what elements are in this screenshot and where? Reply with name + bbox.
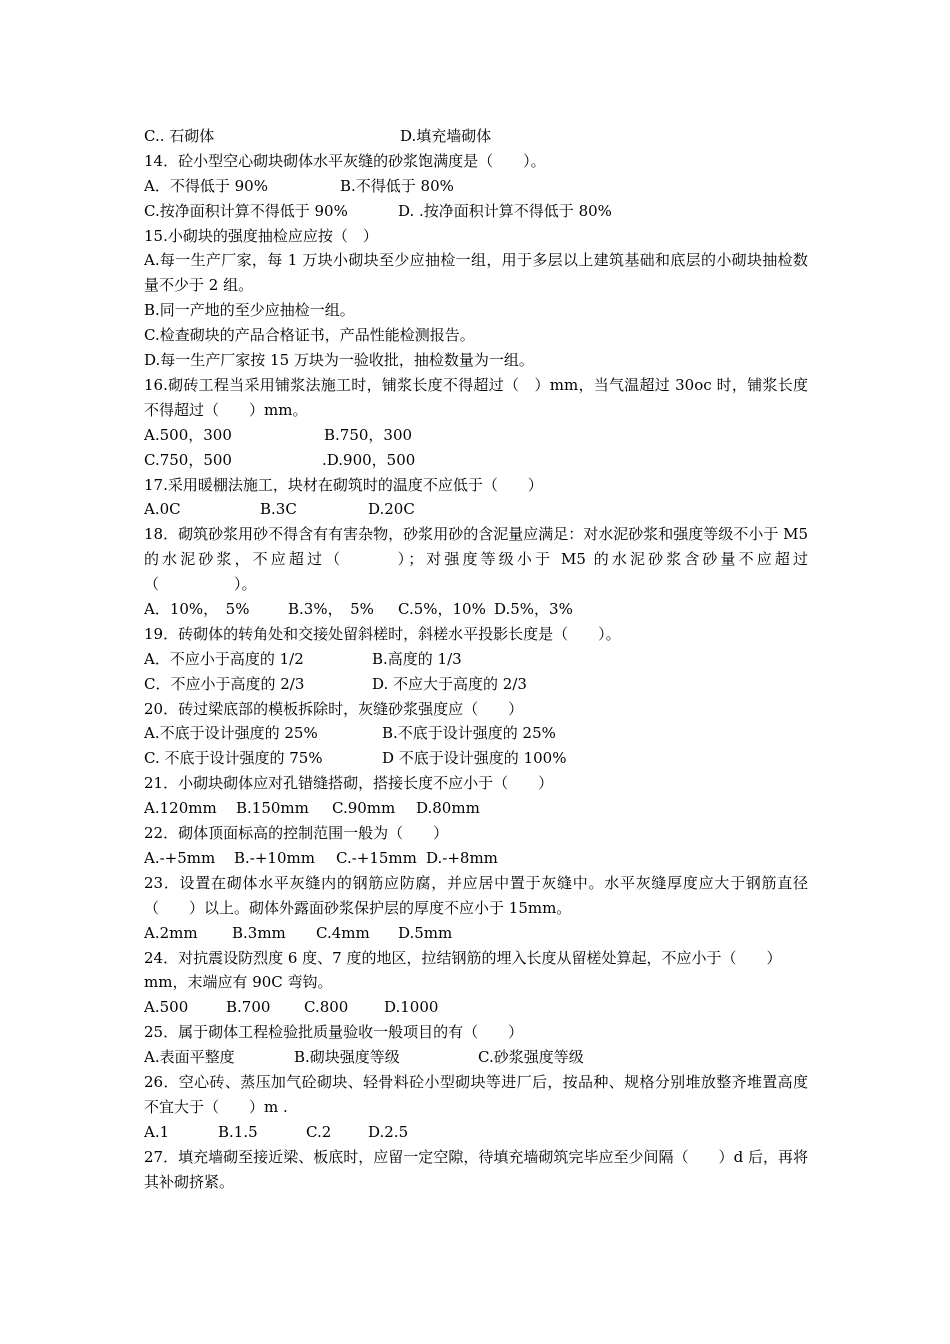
answer-options-line (144, 1045, 808, 1070)
answer-option: A.2mm (144, 923, 198, 942)
question-text-line: 27．填充墙砌至接近梁、板底时，应留一定空隙，待填充墙砌筑完毕应至少间隔（ ）d 后，再将其补砌挤紧。 (144, 1147, 808, 1191)
answer-option: B.150mm (236, 799, 309, 818)
answer-option: C.按净面积计算不得低于 90% (144, 201, 348, 220)
question-text-line: 18．砌筑砂浆用砂不得含有有害杂物，砂浆用砂的含泥量应满足：对水泥砂浆和强度等级不小于 M5 的水泥砂浆，不应超过（ ）；对强度等级小于 M5 的水泥砂浆含砂量不应超过（ ）。 (144, 525, 808, 594)
answer-option: C.2 (306, 1122, 332, 1141)
answer-option: B.700 (226, 998, 271, 1017)
answer-option: C.-+15mm (336, 848, 417, 867)
answer-option: D. .按净面积计算不得低于 80% (398, 201, 612, 220)
question-text-line: 25．属于砌体工程检验批质量验收一般项目的有（ ） (144, 1023, 524, 1042)
question-text-line: 19．砖砌体的转角处和交接处留斜槎时，斜槎水平投影长度是（ ）。 (144, 624, 621, 643)
answer-option: A．不得低于 90% (144, 176, 268, 195)
question-text-line: 22．砌体顶面标高的控制范围一般为（ ） (144, 824, 449, 843)
answer-options-line (144, 721, 808, 746)
question-text-line: 17.采用暖棚法施工，块材在砌筑时的温度不应低于（ ） (144, 475, 543, 494)
answer-option: D.20C (368, 500, 415, 519)
answer-option: C．不应小于高度的 2/3 (144, 674, 305, 693)
answer-option: D.5%，3% (494, 600, 573, 619)
answer-option: C. 不底于设计强度的 75% (144, 749, 323, 768)
question-text-line: 26．空心砖、蒸压加气砼砌块、轻骨料砼小型砌块等进厂后，按品种、规格分别堆放整齐堆置高度不宜大于（ ）m . (144, 1073, 808, 1116)
question-text-line: mm，末端应有 90C 弯钩。 (144, 973, 333, 992)
answer-option: D.2.5 (368, 1122, 409, 1141)
answer-option: .D.900，500 (322, 450, 416, 469)
answer-option: D.-+8mm (426, 848, 498, 867)
answer-options-line (144, 672, 808, 697)
question-text-line: B.同一产地的至少应抽检一组。 (144, 301, 355, 320)
answer-option: B.高度的 1/3 (372, 649, 462, 668)
answer-option: A.0C (144, 500, 181, 519)
answer-option: B.砌块强度等级 (294, 1048, 400, 1067)
answer-option: A.-+5mm (144, 848, 216, 867)
answer-option: A．10%， 5% (144, 600, 250, 619)
answer-option: B.750，300 (324, 425, 413, 444)
question-text-line: 23．设置在砌体水平灰缝内的钢筋应防腐，并应居中置于灰缝中。水平灰缝厚度应大于钢筋直径（ ）以上。砌体外露面砂浆保护层的厚度不应小于 15mm。 (144, 873, 808, 917)
answer-options-line (144, 199, 808, 224)
answer-options-line (144, 597, 808, 622)
answer-option: A.500 (144, 998, 189, 1017)
answer-option: C.砂浆强度等级 (478, 1048, 584, 1067)
question-text-line: 14．砼小型空心砌块砌体水平灰缝的砂浆饱满度是（ ）。 (144, 151, 546, 170)
answer-option: C.. 石砌体 (144, 127, 215, 145)
answer-options-line (144, 796, 808, 821)
answer-option: B.3mm (232, 923, 286, 942)
answer-option: A.120mm (144, 799, 217, 818)
answer-option: D 不底于设计强度的 100% (382, 749, 567, 768)
answer-option: B.不底于设计强度的 25% (382, 724, 556, 743)
answer-option: A.不底于设计强度的 25% (144, 724, 318, 743)
answer-option: A．不应小于高度的 1/2 (144, 649, 304, 668)
question-text-line: D.每一生产厂家按 15 万块为一验收批，抽检数量为一组。 (144, 351, 534, 370)
answer-options-line (144, 746, 808, 771)
answer-option: C.750，500 (144, 450, 232, 469)
answer-option: B.-+10mm (234, 848, 315, 867)
answer-option: C.90mm (332, 799, 396, 818)
answer-options-line (144, 423, 808, 448)
question-text-line: 16.砌砖工程当采用铺浆法施工时，铺浆长度不得超过（ ）mm，当气温超过 30oc 时，铺浆长度不得超过（ ）mm。 (144, 375, 808, 419)
answer-option: D.5mm (398, 923, 453, 942)
question-text-line: C.检查砌块的产品合格证书，产品性能检测报告。 (144, 326, 475, 345)
answer-option: D. 不应大于高度的 2/3 (372, 674, 527, 693)
answer-options-line (144, 497, 808, 522)
question-text-line: 21．小砌块砌体应对孔错缝搭砌，搭接长度不应小于（ ） (144, 774, 554, 793)
answer-option: C.5%，10% (398, 600, 486, 619)
answer-option: D.80mm (416, 799, 480, 818)
answer-option: C.800 (304, 998, 349, 1017)
answer-option: D.填充墙砌体 (400, 127, 492, 145)
answer-options-line (144, 647, 808, 672)
answer-option: B.1.5 (218, 1122, 258, 1141)
question-text-line: A.每一生产厂家，每 1 万块小砌块至少应抽检一组，用于多层以上建筑基础和底层的小砌块抽检数量不少于 2 组。 (144, 251, 808, 295)
answer-option: B.3C (260, 500, 297, 519)
answer-option: A.1 (144, 1122, 170, 1141)
answer-options-line (144, 846, 808, 871)
answer-option: B.3%， 5% (288, 600, 374, 619)
question-text-line: 24．对抗震设防烈度 6 度、7 度的地区，拉结钢筋的埋入长度从留槎处算起，不应小于（ ） (144, 948, 782, 967)
answer-options-line (144, 448, 808, 473)
answer-option: D.1000 (384, 998, 439, 1017)
answer-options-line (144, 124, 808, 149)
question-list (144, 124, 808, 1195)
answer-options-line (144, 1120, 808, 1145)
answer-option: A.500，300 (144, 425, 232, 444)
answer-options-line (144, 995, 808, 1020)
answer-option: A.表面平整度 (144, 1048, 235, 1067)
answer-options-line (144, 921, 808, 946)
answer-options-line (144, 174, 808, 199)
answer-option: C.4mm (316, 923, 370, 942)
answer-option: B.不得低于 80% (340, 176, 454, 195)
question-text-line: 15.小砌块的强度抽检应应按（ ） (144, 226, 378, 245)
question-text-line: 20．砖过梁底部的模板拆除时，灰缝砂浆强度应（ ） (144, 699, 524, 718)
